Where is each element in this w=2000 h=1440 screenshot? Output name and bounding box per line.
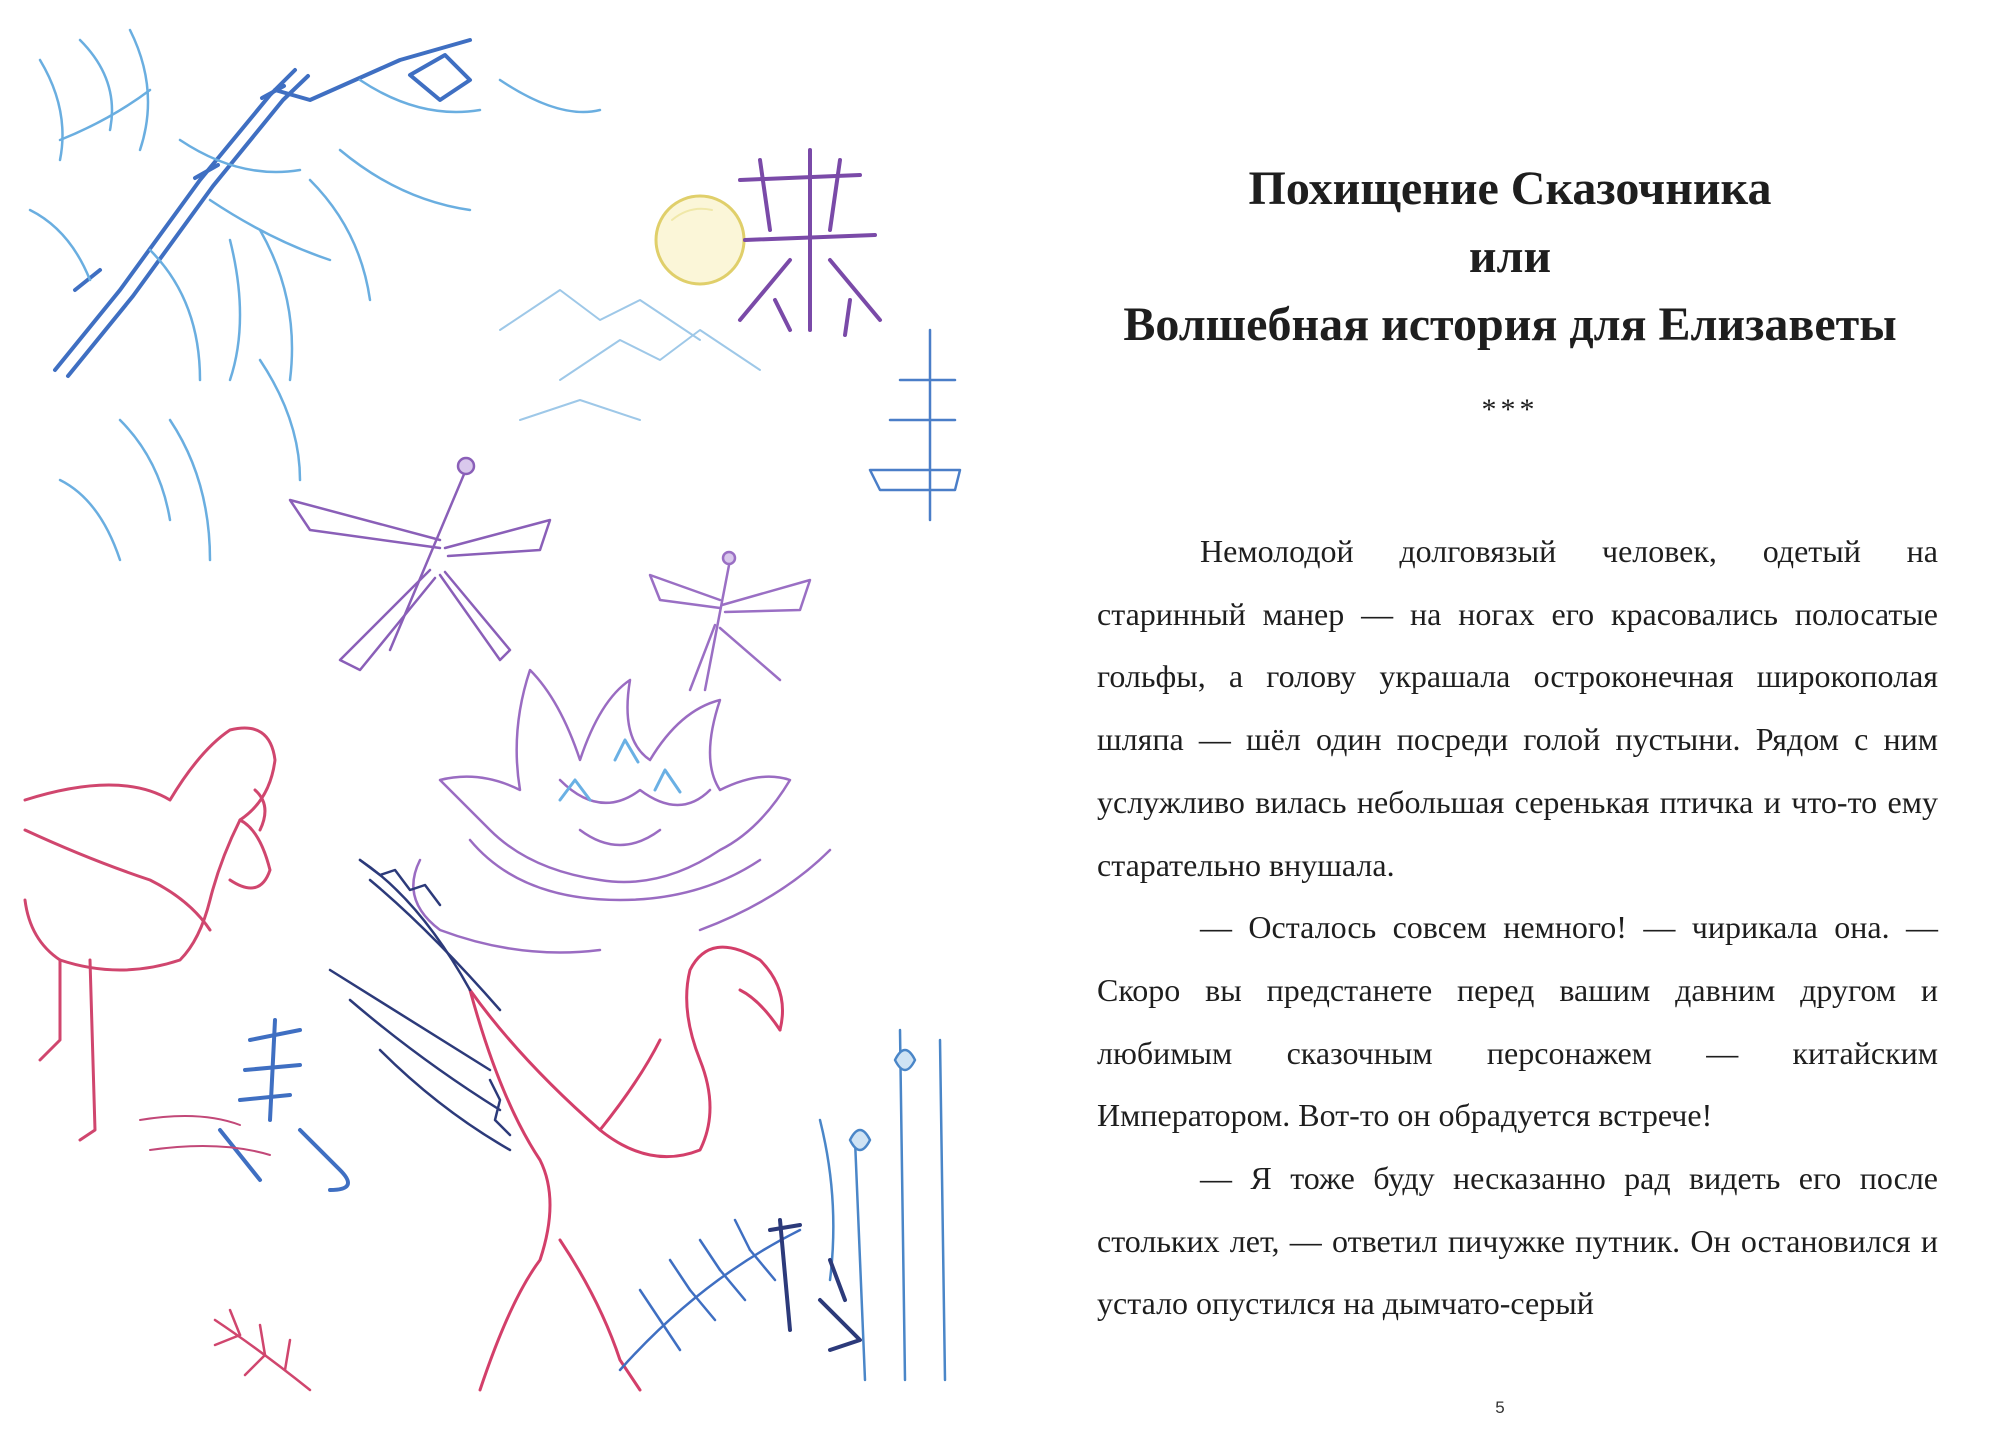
title-line-2: или xyxy=(1468,230,1552,283)
reeds-sketch xyxy=(820,1030,945,1380)
pagoda-sketch xyxy=(870,330,960,520)
chinese-character-sketch xyxy=(740,150,880,335)
dragonfly-sketch xyxy=(650,552,810,690)
lotus-highlights xyxy=(560,740,680,800)
body-text xyxy=(1097,520,1938,1335)
paragraph: Немолодой долговязый человек, одетый на старинный манер — на ногах его красовались полосатые гольфы, а голову украшала остроконечная широкополая шляпа — шёл один посреди голой пустыни. Рядом с ним услужливо вилась небольшая серенькая птичка и что-то ему старательно внушала. xyxy=(1097,533,1938,883)
wing-sketch xyxy=(330,860,510,1150)
paragraph: — Я тоже буду несказанно рад видеть его после стольких лет, — ответил пичужке путник. Он остановился и устало опустился на дымчато-серый xyxy=(1097,1160,1938,1322)
lotus-sketch xyxy=(413,670,830,953)
section-separator: *** xyxy=(1481,393,1539,426)
mountains-sketch xyxy=(500,290,760,420)
flamingo-sketch xyxy=(470,947,783,1390)
title-line-3: Волшебная история для Елизаветы xyxy=(1123,298,1897,351)
chapter-title xyxy=(1060,155,1960,359)
water-ripple-sketch xyxy=(140,1116,270,1155)
chinese-character-sketch xyxy=(770,1220,860,1350)
paragraph: — Осталось совсем немного! — чирикала она. — Скоро вы предстанете перед вашим давним другом и любимым сказочным персонажем — китайским Императором. Вот-то он обрадуется встрече! xyxy=(1097,909,1938,1134)
flamingo-sketch xyxy=(25,728,275,1140)
bamboo-sketch xyxy=(55,40,470,376)
title-line-1: Похищение Сказочника xyxy=(1248,162,1772,215)
branch-sketch xyxy=(215,1310,310,1390)
moon-sketch xyxy=(656,196,744,284)
text-page xyxy=(1000,0,2000,1440)
page-number: 5 xyxy=(1495,1398,1505,1417)
fern-sketch xyxy=(620,1220,800,1370)
dragonfly-sketch xyxy=(290,458,550,670)
chinese-character-sketch xyxy=(220,1020,348,1190)
